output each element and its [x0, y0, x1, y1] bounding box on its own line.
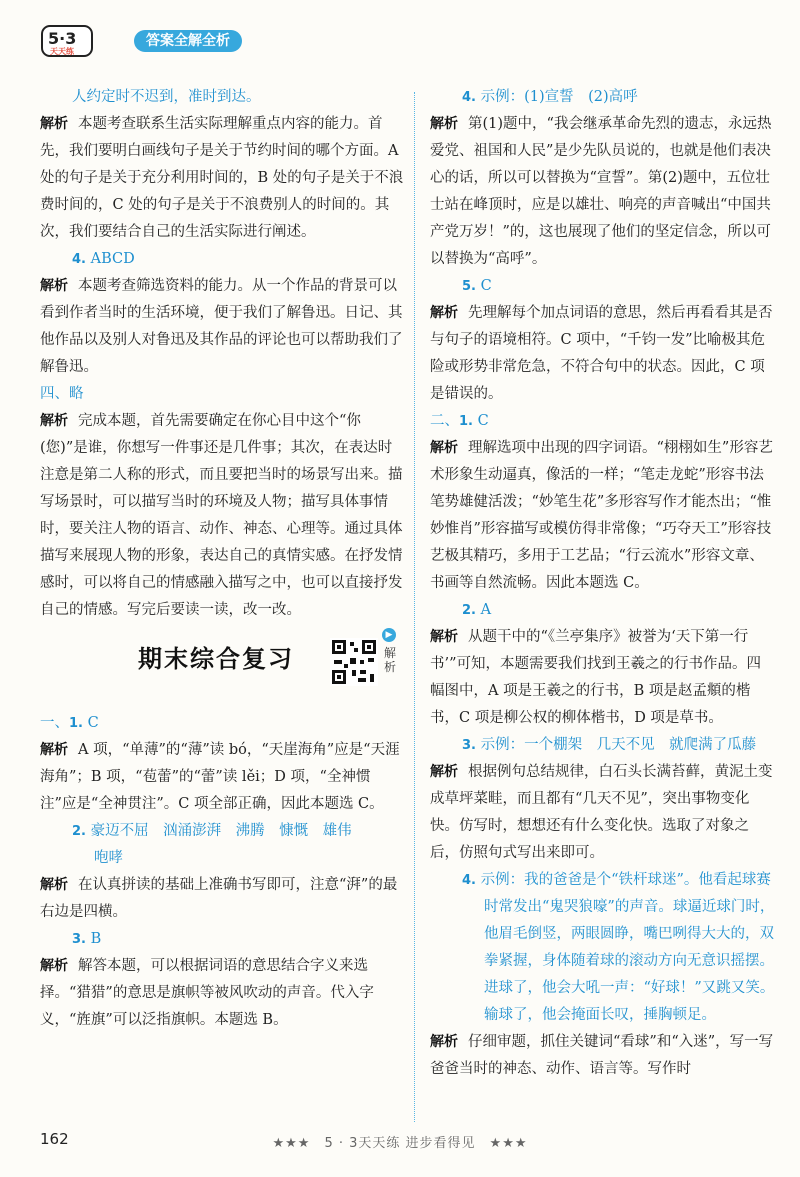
explanation: 解析 先理解每个加点词语的意思，然后再看看其是否与句子的语境相符。C 项中，“千钧一发”比喻极其危险或形势非常危急，不符合句中的状态。因此，C 项是错误的。 — [430, 305, 773, 402]
explanation: 解析 在认真拼读的基础上准确书写即可，注意“湃”的最右边是四横。 — [40, 877, 398, 920]
play-icon: ▶ — [382, 628, 396, 642]
explanation: 解析 第(1)题中，“我会继承革命先烈的遗志，永远热爱党、祖国和人民”是少先队员说的，也就是他们表决心的话，所以可以替换为“宣誓”。第(2)题中，五位壮士站在峰顶时，应是以雄壮、响亮的声音喊出“中国共产党万岁！”的，这也展现了他们的坚定信念，所以可以替换为“高呼”。 — [430, 116, 772, 267]
explanation: 解析 本题考查筛选资料的能力。从一个作品的背景可以看到作者当时的生活环境，便于我们了解鲁迅。日记、其他作品以及别人对鲁迅及其作品的评论也可以帮助我们了解鲁迅。 — [40, 278, 403, 375]
explanation: 解析 A 项，“单薄”的“薄”读 bó，“天崖海角”应是“天涯海角”；B 项，“苞蕾”的“蕾”读 lěi；D 项，“全神惯注”应是“全神贯注”。C 项全部正确，因此本题选 C。 — [40, 742, 400, 812]
question-4: 4. ABCD — [72, 251, 135, 267]
explanation: 解析 从题干中的“《兰亭集序》被誉为‘天下第一行书’”可知，本题需要我们找到王羲之的行书作品。四幅图中，A 项是王羲之的行书，B 项是赵孟頫的楷书，C 项是柳公权的柳体楷书，D 项是草书。 — [430, 629, 762, 726]
question-3: 3. B — [72, 931, 102, 947]
explanation: 解析 解答本题，可以根据词语的意思结合字义来选择。“猎猎”的意思是旗帜等被风吹动的声音。代入字义，“旌旗”可以泛指旗帜。本题选 B。 — [40, 958, 374, 1028]
page-header — [40, 22, 760, 62]
explanation-tag: 解析 — [40, 116, 68, 132]
explanation: 解析 根据例句总结规律，白石头长满苔藓，黄泥土变成草坪菜畦，而且都有“几天不见”，突出事物变化快。仿写时，想想还有什么变化快。选取了对象之后，仿照句式写出来即可。 — [430, 764, 773, 861]
answer-text: 人约定时不迟到，准时到达。 — [72, 89, 261, 105]
explanation: 解析 本题考查联系生活实际理解重点内容的能力。首先，我们要明白画线句子是关于节约时间的哪个方面。A 处的句子是关于充分利用时间的，B 处的句子是关于不浪费时间的，C 处的句子是关于不浪费别人的时间的。其次，我们要结合自己的生活实际进行阐述。 — [40, 116, 404, 240]
header-tag: 答案全解全析 — [134, 30, 242, 52]
question-4b: 4. 示例：我的爸爸是个“铁杆球迷”。他看起球赛时常发出“鬼哭狼嚎”的声音。球逼近球门时，他眉毛倒竖，两眼圆睁，嘴巴咧得大大的，双拳紧握，身体随着球的滚动方向无意识摇摆。进球了，他会大吼一声：“好球！”又跳又笑。输球了，他会掩面长叹，捶胸顿足。 — [462, 872, 775, 1023]
question-2: 2. 豪迈不屈 汹涌澎湃 沸腾 慷慨 雄伟 — [72, 823, 352, 839]
question-4: 4. 示例：(1)宣誓 (2)高呼 — [462, 89, 638, 105]
svg-text:天天练: 天天练 — [50, 47, 74, 56]
left-column — [40, 84, 405, 1034]
page-number: 162 — [40, 1130, 69, 1148]
explanation: 解析 理解选项中出现的四字词语。“栩栩如生”形容艺术形象生动逼真，像活的一样；“笔走龙蛇”形容书法笔势雄健活泼；“妙笔生花”多形容写作才能杰出；“惟妙惟肖”形容描写或模仿得非常像；“巧夺天工”形容技艺极其精巧，多用于工艺品；“行云流水”形容文章、书画等自然流畅。因此本题选 C。 — [430, 440, 773, 591]
explanation: 解析 完成本题，首先需要确定在你心目中这个“你(您)”是谁，你想写一件事还是几件事；其次，在表达时注意是第二人称的形式，而且要把当时的场景写出来。描写场景时，可以描写当时的环境及人物；描写具体事情时，要关注人物的语言、动作、神态、心理等。通过具体描写来展现人物的形象，表达自己的真情实感。在抒发情感时，可以将自己的情感融入描写之中，也可以直接抒发自己的情感。写完后要读一读，改一改。 — [40, 413, 403, 618]
section-4: 四、略 — [40, 386, 84, 402]
qr-label: 解析 — [384, 646, 397, 674]
chapter-heading — [40, 632, 405, 702]
explanation: 解析 仔细审题，抓住关键词“看球”和“入迷”，写一写爸爸当时的神态、动作、语言等。写作时 — [430, 1034, 774, 1077]
chapter-title: 期末综合复习 — [138, 645, 294, 673]
question-3: 3. 示例：一个棚架 几天不见 就爬满了瓜藤 — [462, 737, 757, 753]
answer-text: 咆哮 — [94, 850, 123, 866]
footer-slogan: ★★★ 5 · 3天天练 进步看得见 ★★★ — [272, 1136, 528, 1151]
brand-logo-icon — [40, 22, 98, 60]
page-footer — [0, 1124, 800, 1154]
right-column — [430, 84, 775, 1083]
qr-code-icon[interactable] — [330, 638, 378, 686]
column-divider — [414, 92, 415, 1122]
section-2-question-1: 二、1. C — [430, 413, 489, 429]
question-2: 2. A — [462, 602, 492, 618]
question-5: 5. C — [462, 278, 492, 294]
section-1-question-1: 一、1. C — [40, 715, 99, 731]
svg-text:5·3: 5·3 — [48, 29, 77, 48]
